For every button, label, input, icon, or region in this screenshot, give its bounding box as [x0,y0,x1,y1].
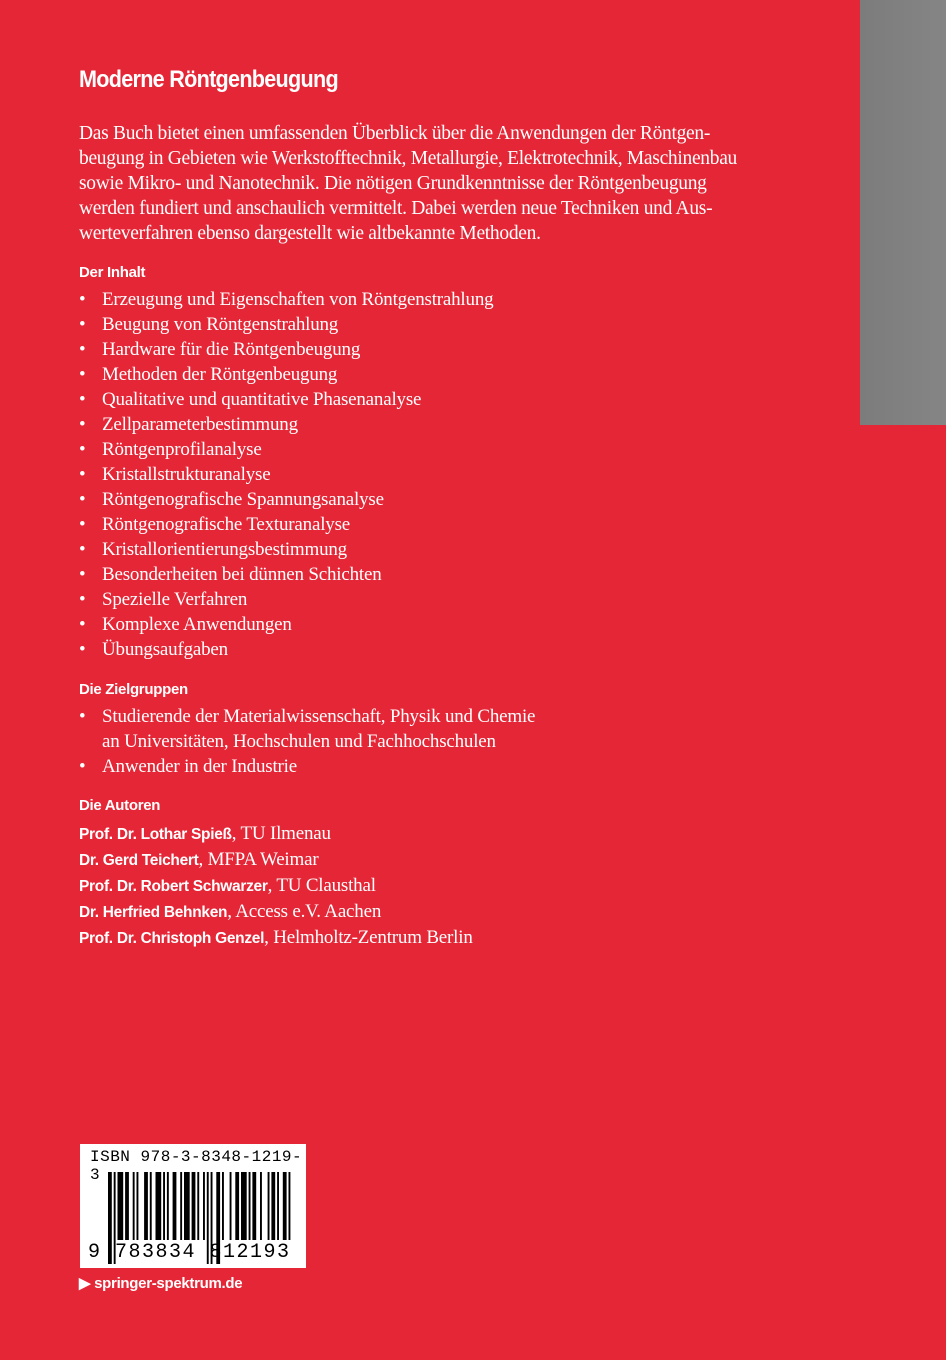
contents-item-text: Komplexe Anwendungen [102,614,292,635]
bullet: • [79,514,86,535]
contents-item-text: Erzeugung und Eigenschaften von Röntgenstrahlung [102,289,494,310]
contents-item-text: Röntgenografische Texturanalyse [102,514,351,535]
author-affiliation: , MFPA Weimar [198,849,319,870]
author-affiliation: , Helmholtz-Zentrum Berlin [264,927,473,948]
bullet: • [79,706,86,727]
barcode [80,1144,306,1268]
author [79,873,473,899]
ean-number: 9 783834 812193 [88,1241,291,1264]
author [79,847,473,873]
contents-item-text: Übungsaufgaben [102,639,228,660]
contents-item-text: Beugung von Röntgenstrahlung [102,314,339,335]
barcode-bar [173,1172,177,1240]
author [79,925,473,951]
barcode-bar [289,1172,291,1240]
barcode-bar [222,1172,224,1240]
author-affiliation: , TU Ilmenau [231,823,331,844]
bullet: • [79,314,86,335]
audience-item-text: an Universitäten, Hochschulen und Fachhochschulen [102,731,496,752]
contents-heading: Der Inhalt [79,264,146,281]
barcode-bar [268,1172,270,1240]
audience-heading: Die Zielgruppen [79,681,188,698]
bullet: • [79,414,86,435]
bullet: • [79,439,86,460]
bullet: • [79,489,86,510]
barcode-bar [167,1172,169,1240]
bullet: • [79,289,86,310]
side-panel [860,0,946,425]
author-name: Dr. Herfried Behnken [79,904,228,921]
author-affiliation: , TU Clausthal [267,875,376,896]
barcode-bar [283,1172,287,1240]
contents-item [79,437,493,462]
description-line: werden fundiert und anschaulich vermittelt. Dabei werden neue Techniken und Aus- [79,198,713,219]
bullet: • [79,364,86,385]
barcode-bar [156,1172,162,1240]
bullet: • [79,339,86,360]
audience-item-text: Anwender in der Industrie [102,756,297,777]
barcode-bar [133,1172,135,1240]
contents-item [79,612,493,637]
bullet: • [79,464,86,485]
bullet: • [79,614,86,635]
barcode-bar [241,1172,247,1240]
contents-item-text: Besonderheiten bei dünnen Schichten [102,564,382,585]
author-name: Prof. Dr. Christoph Genzel [79,930,265,947]
description-line: werteverfahren ebenso dargestellt wie altbekannte Methoden. [79,223,541,244]
barcode-bar [184,1172,190,1240]
contents-item-text: Kristallorientierungsbestimmung [102,539,347,560]
barcode-bar [252,1172,256,1240]
author [79,899,473,925]
author-name: Prof. Dr. Robert Schwarzer [79,878,268,895]
barcode-bar [235,1172,239,1240]
contents-item [79,337,493,362]
barcode-bar [249,1172,251,1240]
barcode-bar [271,1172,275,1240]
isbn: ISBN 978-3-8348-1219-3 [90,1148,303,1184]
authors-heading: Die Autoren [79,797,161,814]
description [79,121,737,246]
barcode-bar [203,1172,205,1240]
author [79,821,473,847]
description-line: Das Buch bietet einen umfassenden Überblick über die Anwendungen der Röntgen- [79,123,711,144]
contents-item-text: Röntgenografische Spannungsanalyse [102,489,384,510]
barcode-bar [277,1172,279,1240]
contents-item [79,387,493,412]
contents-item-text: Hardware für die Röntgenbeugung [102,339,361,360]
contents-item [79,512,493,537]
barcode-bar [260,1172,262,1240]
contents-item [79,362,493,387]
barcode-bar [118,1172,124,1240]
contents-item-text: Qualitative und quantitative Phasenanalyse [102,389,422,410]
barcode-bar [197,1172,199,1240]
contents-item [79,587,493,612]
bullet: • [79,539,86,560]
audience-list [79,704,535,779]
barcode-bar [137,1172,139,1240]
contents-item-text: Methoden der Röntgenbeugung [102,364,338,385]
contents-item [79,287,493,312]
contents-item [79,637,493,662]
barcode-bar [125,1172,129,1240]
description-line: sowie Mikro- und Nanotechnik. Die nötigen Grundkenntnisse der Röntgenbeugung [79,173,707,194]
contents-item [79,462,493,487]
contents-item-text: Spezielle Verfahren [102,589,248,610]
contents-list [79,287,493,662]
bullet: • [79,564,86,585]
contents-item-text: Kristallstrukturanalyse [102,464,271,485]
author-name: Prof. Dr. Lothar Spieß [79,826,232,843]
bullet: • [79,639,86,660]
book-title: Moderne Röntgenbeugung [79,66,338,93]
bullet: • [79,389,86,410]
contents-item [79,537,493,562]
description-line: beugung in Gebieten wie Werkstofftechnik, Metallurgie, Elektrotechnik, Maschinenbau [79,148,738,169]
contents-item [79,312,493,337]
barcode-bar [230,1172,232,1240]
contents-item-text: Zellparameterbestimmung [102,414,298,435]
author-name: Dr. Gerd Teichert [79,852,199,869]
authors-list [79,821,473,951]
publisher-url[interactable] [79,1274,242,1292]
barcode-bar [163,1172,165,1240]
audience-item [79,754,535,779]
url-text: springer-spektrum.de [94,1275,243,1292]
barcode-bar [192,1172,196,1240]
bullet: • [79,756,86,777]
barcode-bar [144,1172,148,1240]
arrow-icon: ▶ [79,1275,91,1292]
contents-item [79,487,493,512]
audience-item [79,704,535,754]
audience-item-text: Studierende der Materialwissenschaft, Physik und Chemie [102,706,536,727]
bullet: • [79,589,86,610]
author-affiliation: , Access e.V. Aachen [227,901,382,922]
contents-item-text: Röntgenprofilanalyse [102,439,262,460]
barcode-bar [150,1172,152,1240]
barcode-bar [180,1172,182,1240]
contents-item [79,562,493,587]
contents-item [79,412,493,437]
